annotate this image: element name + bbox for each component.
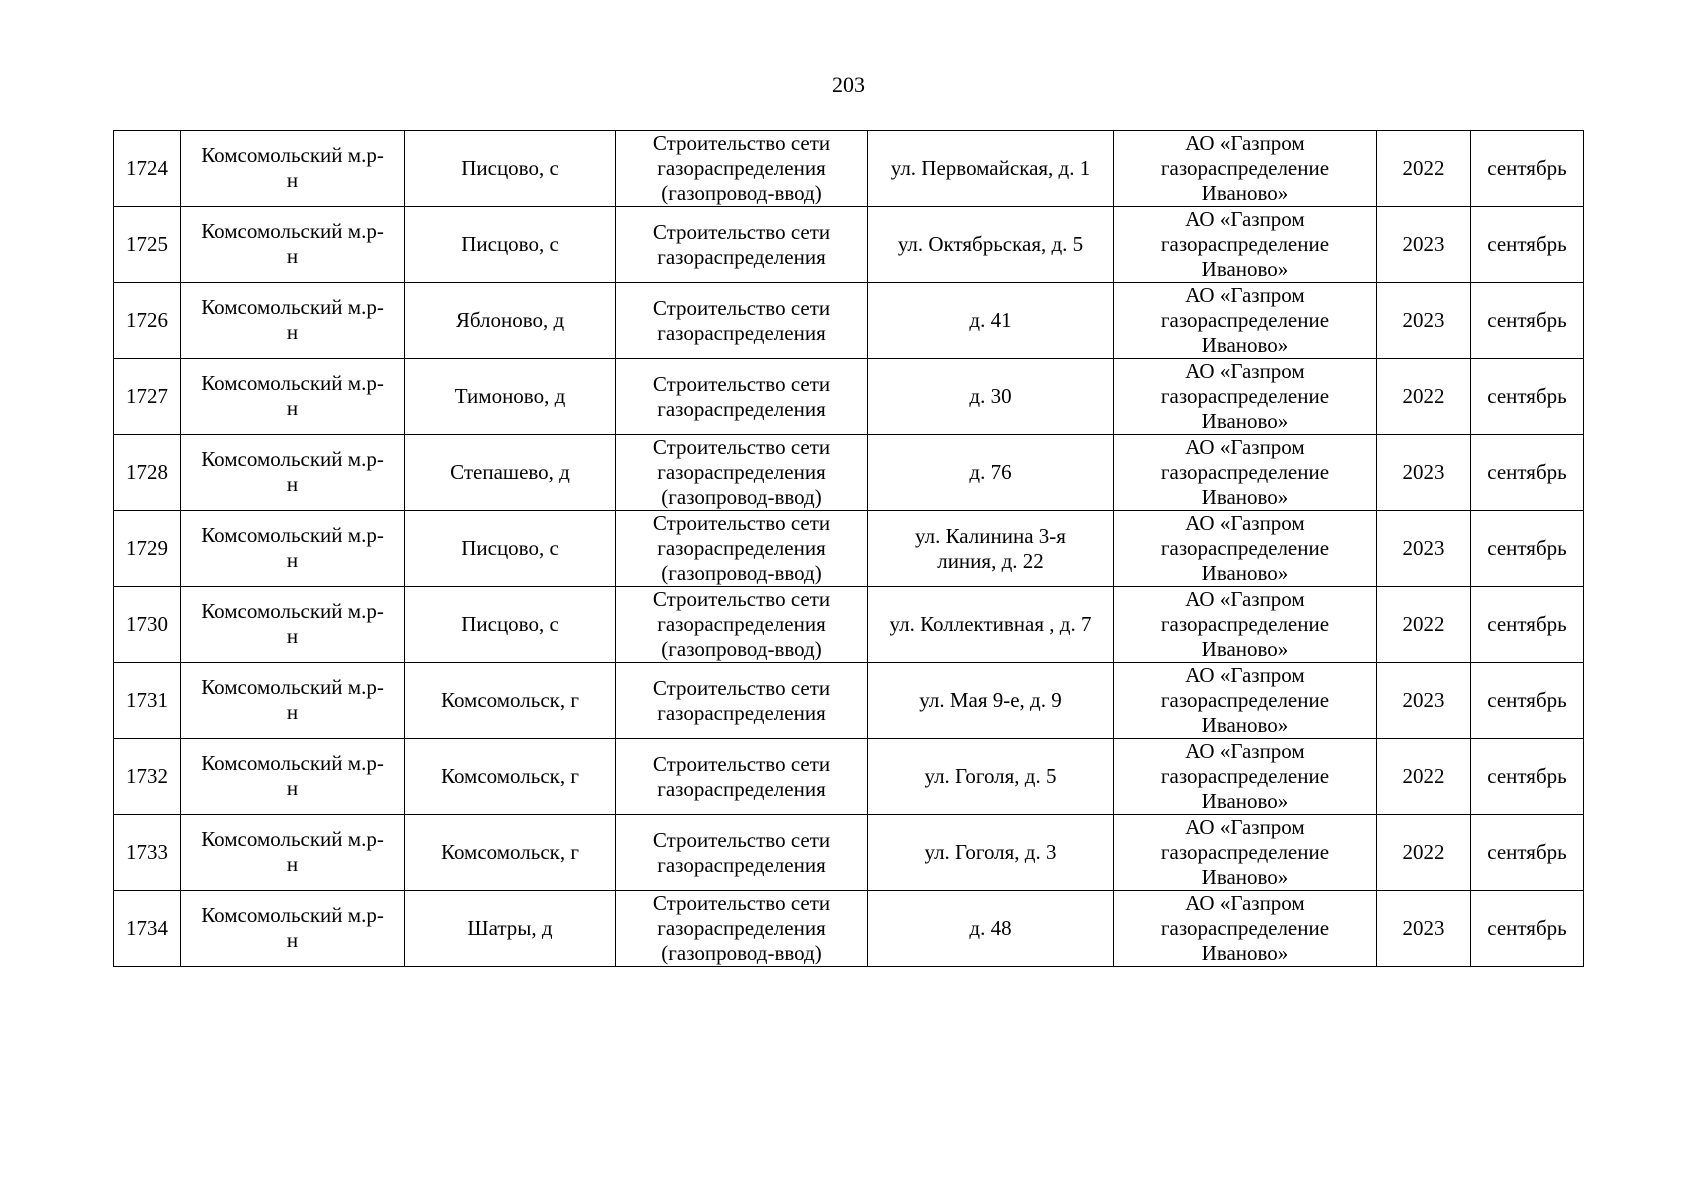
organization-line-1: АО «Газпром: [1185, 283, 1305, 307]
month-cell: [1471, 359, 1584, 435]
district-line-2: н: [286, 396, 299, 420]
organization-line-1: АО «Газпром: [1185, 207, 1305, 231]
district-line-1: Комсомольский м.р-: [201, 371, 384, 395]
address-line-1: д. 41: [969, 308, 1012, 332]
locality: Шатры, д: [467, 916, 553, 940]
district-line-1: Комсомольский м.р-: [201, 903, 384, 927]
year: 2022: [1402, 764, 1445, 788]
month-cell: [1471, 511, 1584, 587]
month: сентябрь: [1487, 764, 1567, 788]
organization-line-3: Иваново»: [1201, 713, 1289, 737]
table-row: [114, 435, 1584, 511]
year: 2022: [1402, 156, 1445, 180]
organization-cell: [1114, 283, 1377, 359]
locality-cell: [405, 815, 616, 891]
year: 2022: [1402, 384, 1445, 408]
work-type-line-2: газораспределения: [657, 916, 826, 940]
district-line-1: Комсомольский м.р-: [201, 827, 384, 851]
district-line-2: н: [286, 472, 299, 496]
organization-line-2: газораспределение: [1160, 308, 1330, 332]
district-cell: [181, 511, 405, 587]
row-number: 1733: [126, 840, 168, 864]
row-number-cell: [114, 891, 181, 967]
locality-cell: [405, 663, 616, 739]
organization-cell: [1114, 207, 1377, 283]
table-row: [114, 207, 1584, 283]
row-number-cell: [114, 587, 181, 663]
locality-cell: [405, 739, 616, 815]
year-cell: [1377, 815, 1471, 891]
row-number-cell: [114, 131, 181, 207]
work-type-line-1: Строительство сети: [652, 827, 831, 852]
organization-line-2: газораспределение: [1160, 232, 1330, 256]
locality-cell: [405, 587, 616, 663]
month: сентябрь: [1487, 612, 1567, 636]
district-cell: [181, 663, 405, 739]
row-number: 1731: [126, 688, 168, 712]
row-number-cell: [114, 207, 181, 283]
organization-line-3: Иваново»: [1201, 789, 1289, 813]
locality: Степашево, д: [450, 460, 570, 484]
organization-line-3: Иваново»: [1201, 333, 1289, 357]
district-line-1: Комсомольский м.р-: [201, 523, 384, 547]
address-line-1: ул. Калинина 3-я: [915, 523, 1066, 548]
row-number-cell: [114, 283, 181, 359]
organization-line-3: Иваново»: [1201, 257, 1289, 281]
district-line-2: н: [286, 852, 299, 876]
work-type-cell: [616, 283, 868, 359]
organization-line-2: газораспределение: [1160, 840, 1330, 864]
table-row: [114, 359, 1584, 435]
address-cell: [868, 283, 1114, 359]
table-row: [114, 739, 1584, 815]
month: сентябрь: [1487, 384, 1567, 408]
organization-cell: [1114, 511, 1377, 587]
row-number-cell: [114, 511, 181, 587]
locality-cell: [405, 359, 616, 435]
organization-line-3: Иваново»: [1201, 637, 1289, 661]
year: 2023: [1402, 536, 1445, 560]
work-type-cell: [616, 587, 868, 663]
organization-line-2: газораспределение: [1160, 156, 1330, 180]
year-cell: [1377, 739, 1471, 815]
work-type-line-2: газораспределения: [657, 852, 826, 877]
district-cell: [181, 435, 405, 511]
locality: Комсомольск, г: [441, 840, 579, 864]
row-number: 1724: [126, 156, 168, 180]
month: сентябрь: [1487, 536, 1567, 560]
row-number: 1726: [126, 308, 168, 332]
gas-distribution-schedule-table: [113, 130, 1584, 967]
year: 2023: [1402, 688, 1445, 712]
year-cell: [1377, 359, 1471, 435]
table-row: [114, 663, 1584, 739]
address-cell: [868, 891, 1114, 967]
year: 2022: [1402, 612, 1445, 636]
address-cell: [868, 131, 1114, 207]
row-number: 1725: [126, 232, 168, 256]
locality-cell: [405, 131, 616, 207]
locality-cell: [405, 435, 616, 511]
month: сентябрь: [1487, 156, 1567, 180]
locality: Комсомольск, г: [441, 764, 579, 788]
row-number: 1730: [126, 612, 168, 636]
year: 2023: [1402, 460, 1445, 484]
work-type-line-2: газораспределения: [657, 700, 826, 725]
year-cell: [1377, 891, 1471, 967]
month-cell: [1471, 891, 1584, 967]
month: сентябрь: [1487, 460, 1567, 484]
organization-line-2: газораспределение: [1160, 460, 1330, 484]
locality: Комсомольск, г: [441, 688, 579, 712]
organization-line-3: Иваново»: [1201, 561, 1289, 585]
work-type-cell: [616, 891, 868, 967]
district-line-2: н: [286, 168, 299, 192]
work-type-cell: [616, 131, 868, 207]
row-number-cell: [114, 435, 181, 511]
address-cell: [868, 359, 1114, 435]
district-line-1: Комсомольский м.р-: [201, 675, 384, 699]
address-cell: [868, 207, 1114, 283]
address-line-1: д. 30: [969, 384, 1012, 408]
district-line-1: Комсомольский м.р-: [201, 599, 384, 623]
year-cell: [1377, 131, 1471, 207]
year-cell: [1377, 435, 1471, 511]
district-cell: [181, 131, 405, 207]
work-type-line-3: (газопровод-ввод): [661, 941, 822, 965]
row-number: 1729: [126, 536, 168, 560]
year: 2023: [1402, 232, 1445, 256]
work-type-cell: [616, 359, 868, 435]
table-row: [114, 891, 1584, 967]
month: сентябрь: [1487, 232, 1567, 256]
month-cell: [1471, 435, 1584, 511]
year: 2022: [1402, 840, 1445, 864]
work-type-line-1: Строительство сети: [652, 435, 831, 459]
row-number: 1732: [126, 764, 168, 788]
organization-cell: [1114, 435, 1377, 511]
month-cell: [1471, 207, 1584, 283]
organization-line-2: газораспределение: [1160, 612, 1330, 636]
table-body: [114, 131, 1584, 967]
district-cell: [181, 359, 405, 435]
address-cell: [868, 815, 1114, 891]
organization-line-2: газораспределение: [1160, 536, 1330, 560]
organization-cell: [1114, 815, 1377, 891]
table-row: [114, 131, 1584, 207]
work-type-line-1: Строительство сети: [652, 511, 831, 535]
organization-cell: [1114, 359, 1377, 435]
year-cell: [1377, 283, 1471, 359]
district-line-2: н: [286, 548, 299, 572]
district-line-2: н: [286, 928, 299, 952]
organization-cell: [1114, 663, 1377, 739]
work-type-line-1: Строительство сети: [652, 891, 831, 915]
locality: Тимоново, д: [454, 384, 566, 408]
month: сентябрь: [1487, 688, 1567, 712]
work-type-line-3: (газопровод-ввод): [661, 485, 822, 509]
locality: Писцово, с: [461, 156, 559, 180]
work-type-cell: [616, 663, 868, 739]
district-line-2: н: [286, 244, 299, 268]
table-row: [114, 815, 1584, 891]
address-line-1: ул. Октябрьская, д. 5: [897, 232, 1084, 256]
address-line-1: ул. Мая 9-е, д. 9: [919, 688, 1062, 712]
organization-line-1: АО «Газпром: [1185, 739, 1305, 763]
month-cell: [1471, 587, 1584, 663]
organization-line-1: АО «Газпром: [1185, 587, 1305, 611]
work-type-line-1: Строительство сети: [652, 751, 831, 776]
address-line-2: линия, д. 22: [937, 548, 1044, 573]
row-number-cell: [114, 815, 181, 891]
locality-cell: [405, 511, 616, 587]
organization-cell: [1114, 739, 1377, 815]
district-line-2: н: [286, 320, 299, 344]
row-number: 1728: [126, 460, 168, 484]
district-line-1: Комсомольский м.р-: [201, 295, 384, 319]
locality: Писцово, с: [461, 612, 559, 636]
work-type-cell: [616, 739, 868, 815]
table-row: [114, 283, 1584, 359]
organization-line-3: Иваново»: [1201, 865, 1289, 889]
district-line-2: н: [286, 624, 299, 648]
organization-line-1: АО «Газпром: [1185, 815, 1305, 839]
district-line-1: Комсомольский м.р-: [201, 447, 384, 471]
address-cell: [868, 511, 1114, 587]
address-cell: [868, 663, 1114, 739]
address-line-1: ул. Гоголя, д. 5: [924, 764, 1057, 788]
organization-line-2: газораспределение: [1160, 916, 1330, 940]
organization-cell: [1114, 891, 1377, 967]
organization-line-2: газораспределение: [1160, 688, 1330, 712]
organization-line-1: АО «Газпром: [1185, 663, 1305, 687]
locality: Яблоново, д: [455, 308, 565, 332]
organization-line-1: АО «Газпром: [1185, 511, 1305, 535]
district-cell: [181, 815, 405, 891]
month-cell: [1471, 131, 1584, 207]
district-cell: [181, 739, 405, 815]
district-line-1: Комсомольский м.р-: [201, 143, 384, 167]
work-type-line-3: (газопровод-ввод): [661, 181, 822, 205]
organization-cell: [1114, 131, 1377, 207]
district-cell: [181, 891, 405, 967]
address-cell: [868, 435, 1114, 511]
organization-line-1: АО «Газпром: [1185, 359, 1305, 383]
district-line-1: Комсомольский м.р-: [201, 219, 384, 243]
work-type-cell: [616, 435, 868, 511]
month-cell: [1471, 815, 1584, 891]
district-cell: [181, 207, 405, 283]
work-type-line-1: Строительство сети: [652, 371, 831, 396]
district-line-2: н: [286, 776, 299, 800]
organization-line-1: АО «Газпром: [1185, 891, 1305, 915]
organization-line-2: газораспределение: [1160, 384, 1330, 408]
month: сентябрь: [1487, 840, 1567, 864]
month: сентябрь: [1487, 308, 1567, 332]
address-line-1: д. 48: [969, 916, 1012, 940]
work-type-line-2: газораспределения: [657, 320, 826, 345]
work-type-cell: [616, 511, 868, 587]
row-number-cell: [114, 359, 181, 435]
work-type-line-2: газораспределения: [657, 396, 826, 421]
work-type-line-2: газораспределения: [657, 244, 826, 269]
year: 2023: [1402, 308, 1445, 332]
organization-line-3: Иваново»: [1201, 409, 1289, 433]
row-number-cell: [114, 663, 181, 739]
locality-cell: [405, 207, 616, 283]
month-cell: [1471, 663, 1584, 739]
district-line-2: н: [286, 700, 299, 724]
table-row: [114, 511, 1584, 587]
work-type-line-1: Строительство сети: [652, 675, 831, 700]
work-type-line-1: Строительство сети: [652, 131, 831, 155]
row-number: 1734: [126, 916, 168, 940]
work-type-line-2: газораспределения: [657, 612, 826, 636]
row-number-cell: [114, 739, 181, 815]
work-type-cell: [616, 207, 868, 283]
table-row: [114, 587, 1584, 663]
district-cell: [181, 587, 405, 663]
organization-line-3: Иваново»: [1201, 485, 1289, 509]
work-type-line-1: Строительство сети: [652, 587, 831, 611]
work-type-line-2: газораспределения: [657, 776, 826, 801]
organization-line-1: АО «Газпром: [1185, 435, 1305, 459]
year-cell: [1377, 587, 1471, 663]
year-cell: [1377, 511, 1471, 587]
address-line-1: ул. Гоголя, д. 3: [924, 840, 1057, 864]
address-cell: [868, 739, 1114, 815]
work-type-line-2: газораспределения: [657, 460, 826, 484]
locality-cell: [405, 283, 616, 359]
year-cell: [1377, 207, 1471, 283]
district-line-1: Комсомольский м.р-: [201, 751, 384, 775]
month: сентябрь: [1487, 916, 1567, 940]
year: 2023: [1402, 916, 1445, 940]
district-cell: [181, 283, 405, 359]
organization-line-2: газораспределение: [1160, 764, 1330, 788]
month-cell: [1471, 739, 1584, 815]
organization-cell: [1114, 587, 1377, 663]
organization-line-3: Иваново»: [1201, 941, 1289, 965]
locality: Писцово, с: [461, 536, 559, 560]
locality: Писцово, с: [461, 232, 559, 256]
work-type-line-3: (газопровод-ввод): [661, 561, 822, 585]
row-number: 1727: [126, 384, 168, 408]
organization-line-3: Иваново»: [1201, 181, 1289, 205]
address-line-1: д. 76: [969, 460, 1012, 484]
work-type-line-3: (газопровод-ввод): [661, 637, 822, 661]
month-cell: [1471, 283, 1584, 359]
organization-line-1: АО «Газпром: [1185, 131, 1305, 155]
address-line-1: ул. Первомайская, д. 1: [890, 156, 1091, 180]
work-type-line-1: Строительство сети: [652, 295, 831, 320]
work-type-line-1: Строительство сети: [652, 219, 831, 244]
page-number: 203: [832, 72, 865, 97]
year-cell: [1377, 663, 1471, 739]
address-cell: [868, 587, 1114, 663]
work-type-line-2: газораспределения: [657, 156, 826, 180]
address-line-1: ул. Коллективная , д. 7: [889, 612, 1092, 636]
locality-cell: [405, 891, 616, 967]
work-type-cell: [616, 815, 868, 891]
work-type-line-2: газораспределения: [657, 536, 826, 560]
